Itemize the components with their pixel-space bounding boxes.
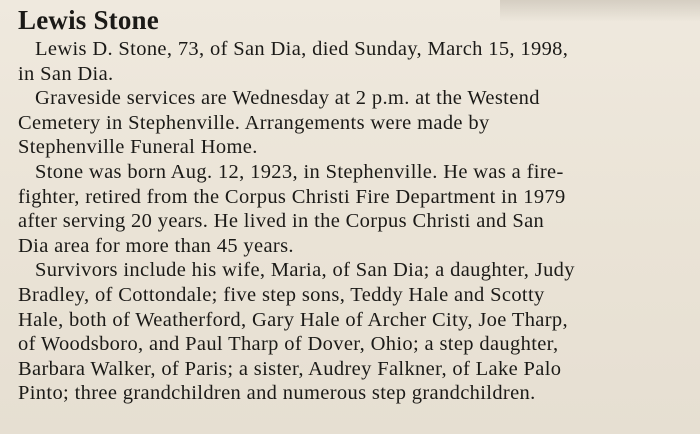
text-line: Stephenville Funeral Home.	[18, 136, 258, 159]
text-line: Cemetery in Stephenville. Arrangements were made by	[18, 111, 490, 134]
text-line: Survivors include his wife, Maria, of San Dia; a daughter, Judy	[35, 259, 575, 282]
text-line: Stone was born Aug. 12, 1923, in Stephenville. He was a fire-	[35, 160, 564, 183]
text-line: in San Dia.	[18, 62, 114, 85]
text-line: Graveside services are Wednesday at 2 p.m. at the Westend	[35, 87, 540, 110]
show-through-shadow	[500, 0, 700, 22]
paragraph-survivors	[18, 258, 682, 406]
text-line: fighter, retired from the Corpus Christi Fire Department in 1979	[18, 185, 566, 208]
obituary-body	[18, 37, 682, 406]
text-line: Lewis D. Stone, 73, of San Dia, died Sunday, March 15, 1998,	[35, 38, 569, 60]
text-line: Barbara Walker, of Paris; a sister, Audrey Falkner, of Lake Palo	[18, 357, 562, 380]
text-line: of Woodsboro, and Paul Tharp of Dover, Ohio; a step daughter,	[18, 333, 559, 356]
paragraph-services	[18, 86, 682, 160]
paragraph-death-notice	[18, 37, 682, 86]
obituary-title: Lewis Stone	[18, 5, 159, 35]
text-line: Pinto; three grandchildren and numerous step grandchildren.	[18, 382, 536, 405]
text-line: Bradley, of Cottondale; five step sons, Teddy Hale and Scotty	[18, 283, 545, 306]
text-line: Hale, both of Weatherford, Gary Hale of Archer City, Joe Tharp,	[18, 308, 568, 331]
text-line: after serving 20 years. He lived in the Corpus Christi and San	[18, 210, 545, 233]
text-line: Dia area for more than 45 years.	[18, 234, 294, 257]
paragraph-biography	[18, 160, 682, 258]
